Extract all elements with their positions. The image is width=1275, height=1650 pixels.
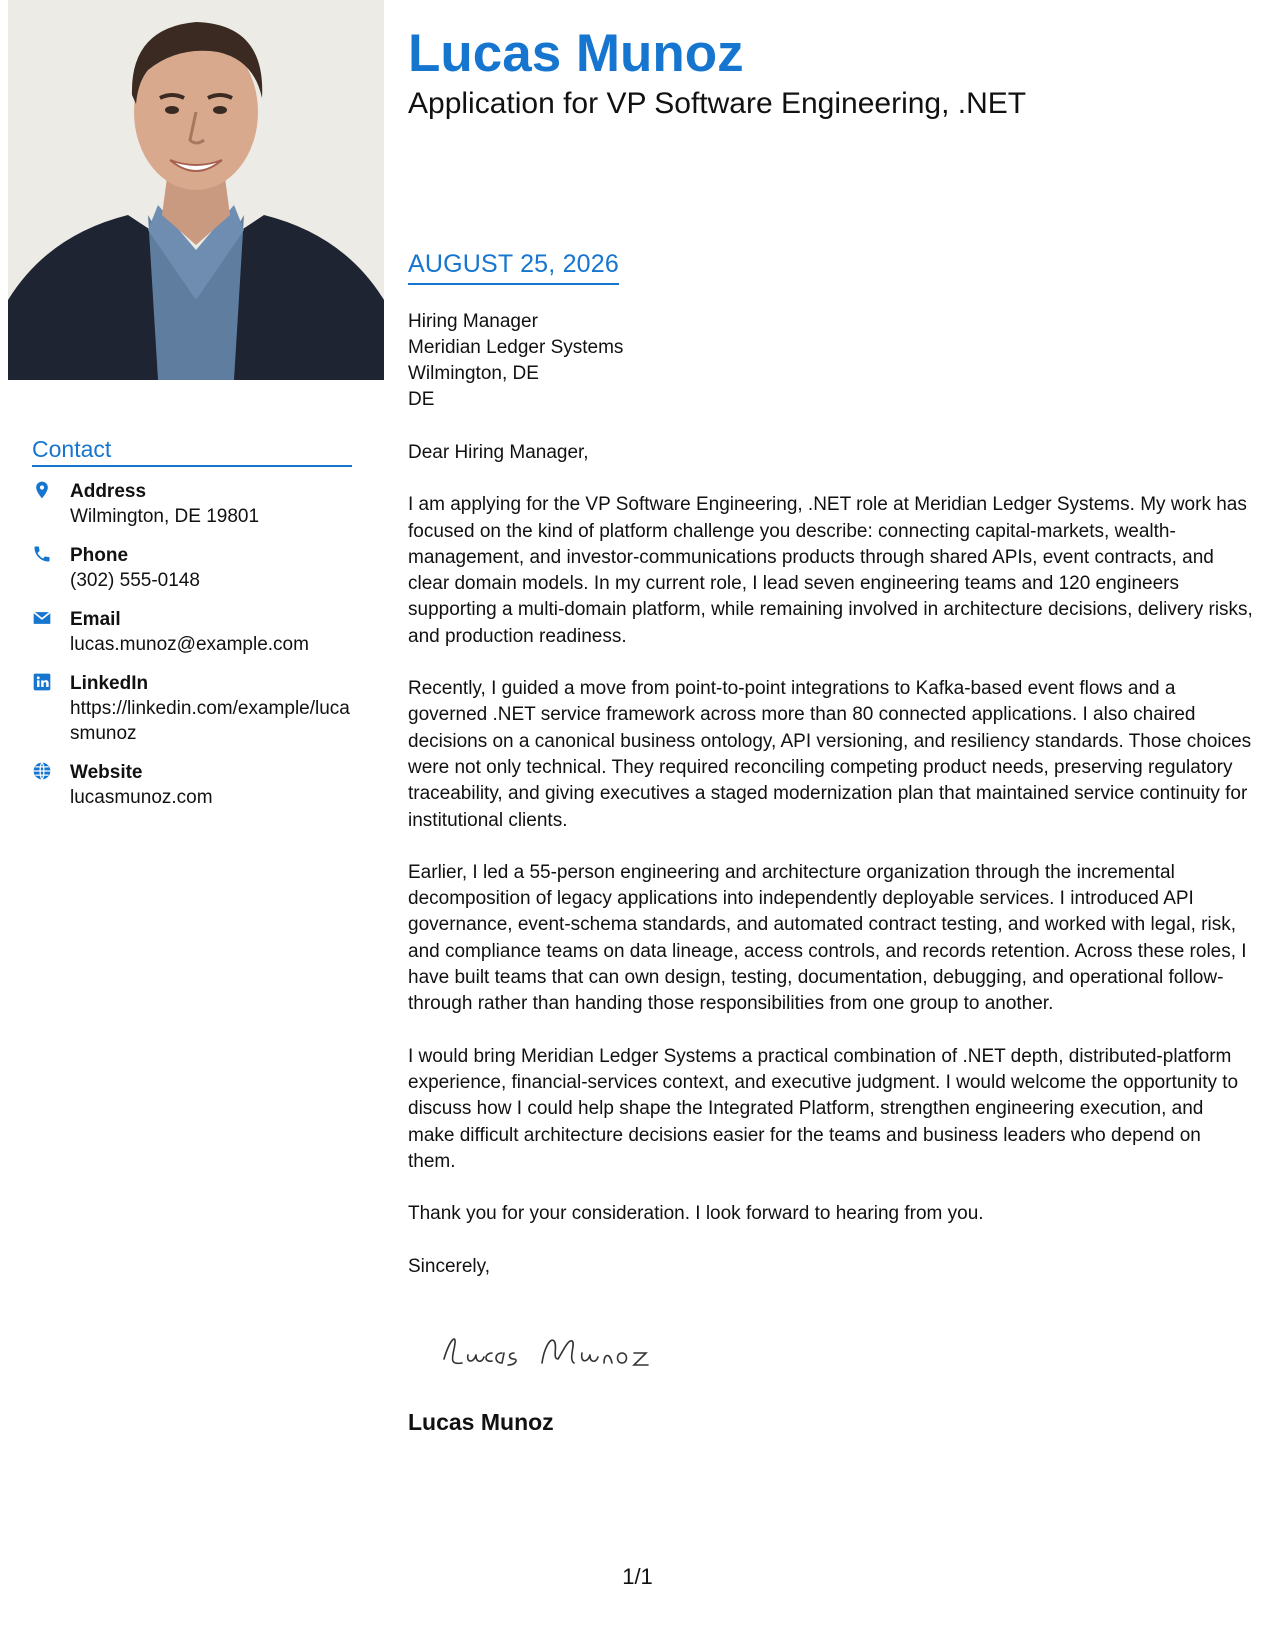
map-pin-icon — [32, 480, 54, 502]
email-link[interactable]: lucas.munoz@example.com — [70, 634, 309, 655]
website-link[interactable]: lucasmunoz.com — [70, 787, 213, 808]
contact-heading: Contact — [32, 436, 352, 467]
signed-name: Lucas Munoz — [408, 1409, 554, 1435]
email-label: Email — [70, 609, 121, 630]
letter-paragraph: Earlier, I led a 55-person engineering and architecture organization through the incremental decomposition of legacy applications into independently deployable services. I introduced API governance, event-schema standards, and automated contract testing, and worked with legal, risk, and compliance teams on data lineage, access controls, and records retention. Across these roles, I have built teams that can own design, testing, documentation, debugging, and operational follow-through rather than handing those responsibilities from one group to another. — [408, 861, 1247, 1015]
contact-website — [32, 760, 352, 810]
recipient-line: Meridian Ledger Systems — [408, 337, 624, 358]
application-subtitle: Application for VP Software Engineering, .NET — [408, 87, 1027, 120]
phone-value[interactable]: (302) 555-0148 — [70, 570, 200, 591]
closing-line: Sincerely, — [408, 1256, 491, 1277]
phone-icon — [32, 544, 54, 566]
address-label: Address — [70, 481, 147, 502]
globe-icon — [32, 761, 54, 783]
recipient-line: Wilmington, DE — [408, 363, 539, 384]
handwritten-signature — [432, 1319, 672, 1379]
linkedin-icon — [32, 672, 54, 694]
recipient-line: DE — [408, 389, 435, 410]
contact-sidebar — [32, 436, 352, 824]
salutation: Dear Hiring Manager, — [408, 442, 589, 463]
portrait-illustration — [8, 0, 384, 380]
recipient-block — [408, 309, 623, 413]
page-number: 1/1 — [622, 1564, 653, 1589]
letter-paragraph: I would bring Meridian Ledger Systems a practical combination of .NET depth, distributed-platform experience, financial-services context, and executive judgment. I would welcome the opportunity to discuss how I could help shape the Integrated Platform, strengthen engineering execution, and make difficult architecture decisions easier for the teams and business leaders who depend on them. — [408, 1045, 1239, 1172]
envelope-icon — [32, 608, 54, 630]
website-label: Website — [70, 762, 143, 783]
contact-linkedin — [32, 671, 352, 746]
profile-photo — [8, 0, 384, 380]
letter-paragraph: Thank you for your consideration. I look forward to hearing from you. — [408, 1203, 984, 1225]
letter-date: AUGUST 25, 2026 — [408, 250, 619, 285]
applicant-name: Lucas Munoz — [408, 24, 744, 83]
contact-phone — [32, 543, 352, 593]
phone-label: Phone — [70, 545, 129, 566]
linkedin-label: LinkedIn — [70, 673, 149, 694]
letter-body — [408, 440, 1253, 1253]
letter-main — [408, 24, 1253, 1435]
contact-email — [32, 607, 352, 657]
contact-address — [32, 479, 352, 529]
letter-paragraph: I am applying for the VP Software Engineering, .NET role at Meridian Ledger Systems. My work has focused on the kind of platform challenge you describe: connecting capital-markets, wealth-management, and investor-communications products through shared APIs, event contracts, and clear domain models. In my current role, I lead seven engineering teams and 120 engineers supporting a multi-domain platform, while remaining involved in architecture decisions, delivery risks, and production readiness. — [408, 494, 1253, 647]
address-value: Wilmington, DE 19801 — [70, 506, 260, 527]
recipient-line: Hiring Manager — [408, 311, 538, 332]
linkedin-link[interactable]: https://linkedin.com/example/lucasmunoz — [70, 698, 350, 744]
letter-paragraph: Recently, I guided a move from point-to-point integrations to Kafka-based event flows and a governed .NET service framework across more than 80 connected applications. I also chaired decisions on a canonical business ontology, API versioning, and resiliency standards. Those choices were not only technical. They required reconciling competing product needs, preserving regulatory traceability, and giving executives a staged modernization plan that maintained service continuity for institutional clients. — [408, 678, 1252, 831]
